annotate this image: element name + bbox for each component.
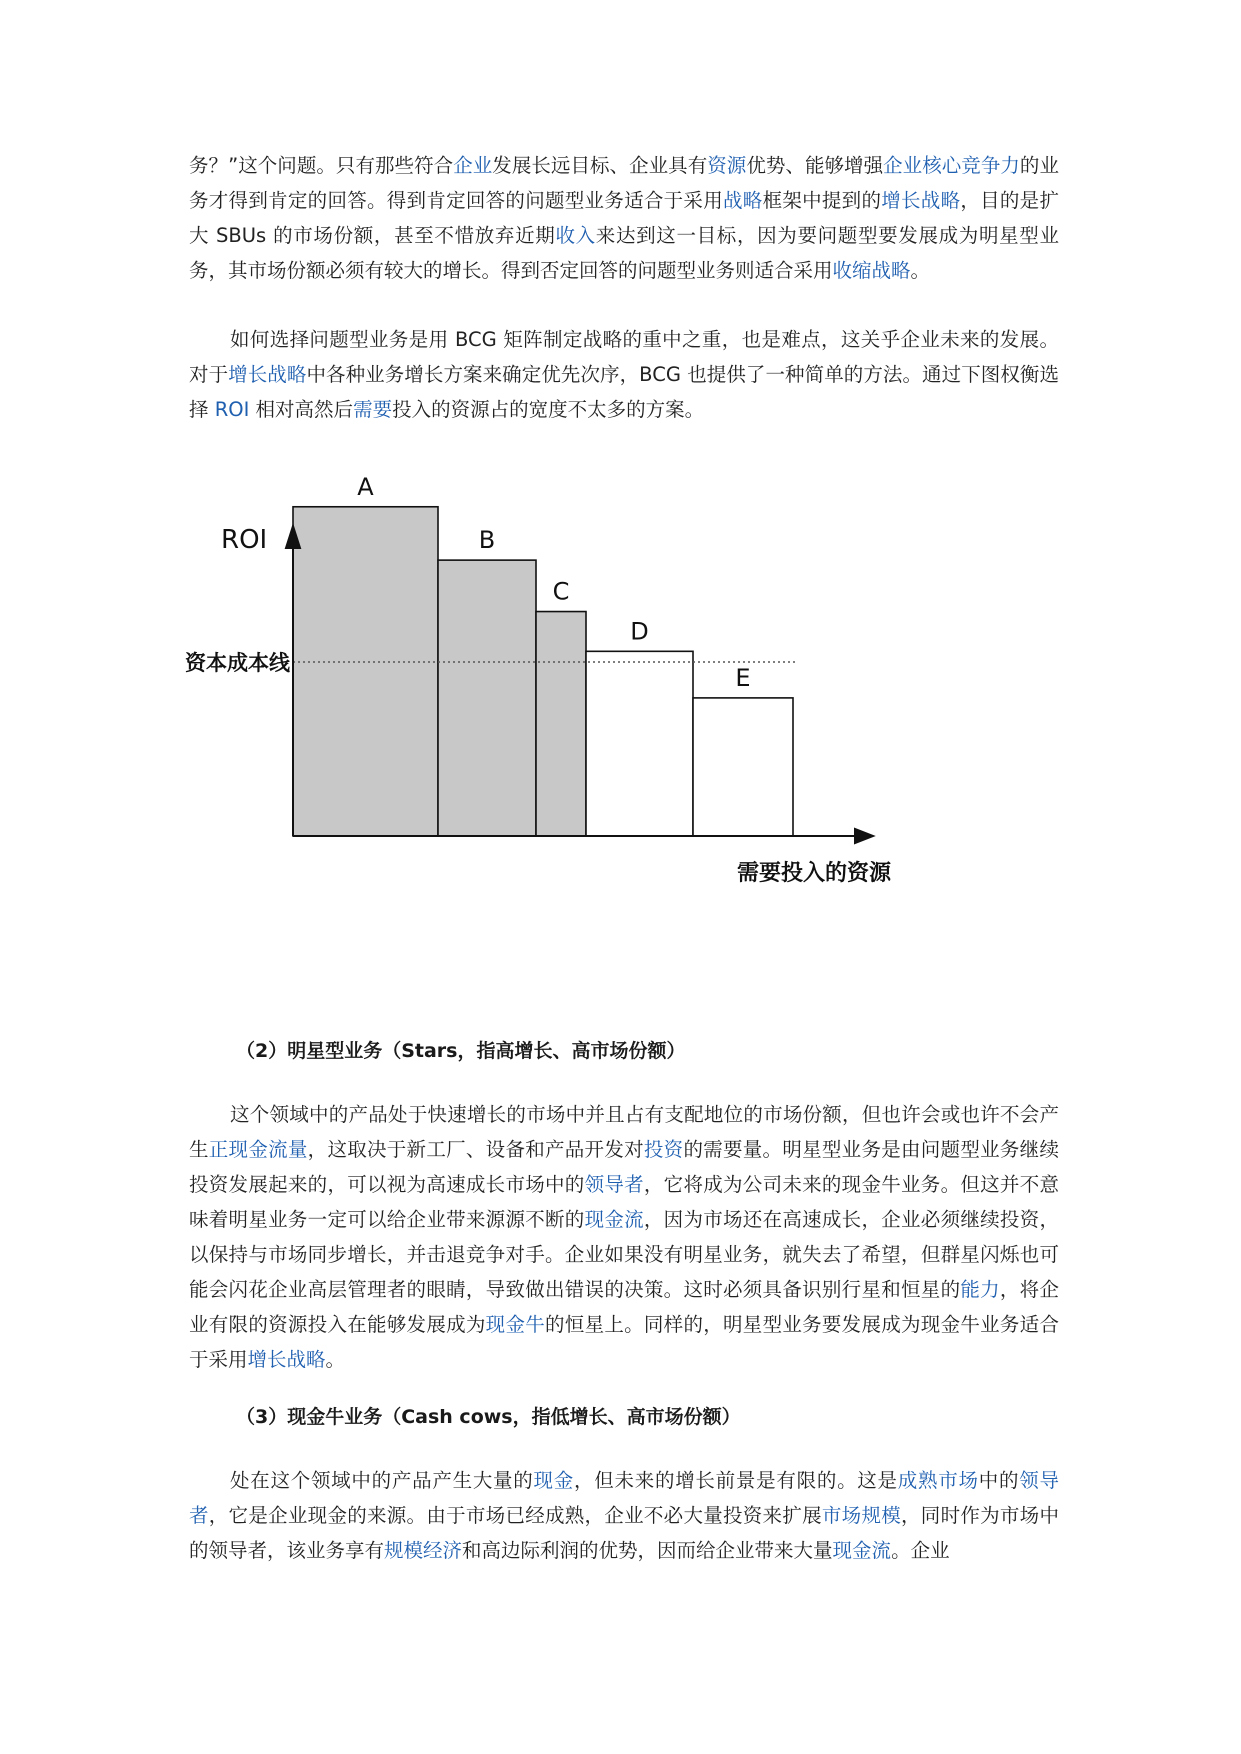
text-run: 来达到这一目标，因为要问题型要发展成为明星型业务，其市场份额必须有较大的增长。得到否定回答的问题型业务则适合采用 [189, 224, 1059, 282]
inline-link[interactable]: 投资 [643, 1138, 684, 1161]
inline-link[interactable]: 资源 [707, 154, 747, 177]
text-run: ，这取决于新工厂、设备和产品开发对 [307, 1138, 644, 1161]
text-run: ，将企业有限的资源投入在能够发展成为 [189, 1278, 1059, 1336]
bar-e [693, 698, 793, 836]
paragraph-stars [189, 1097, 1059, 1377]
y-axis-label: ROI [221, 525, 268, 555]
bar-label-b: B [478, 526, 496, 555]
text-run: 这个领域中的产品处于快速增长的市场中并且占有支配地位的市场份额，但也许会或也许不会产生 [189, 1103, 1059, 1161]
text-run: 的业务才得到肯定的回答。得到肯定回答的问题型业务适合于采用 [189, 154, 1059, 212]
inline-link[interactable]: 增长战略 [228, 363, 307, 386]
bar-label-d: D [630, 617, 649, 646]
inline-link[interactable]: 现金牛 [485, 1313, 546, 1336]
inline-link[interactable]: 增长战略 [247, 1348, 326, 1371]
paragraph-question-marks-conclusion [189, 148, 1059, 288]
bar-label-c: C [552, 577, 570, 606]
inline-link[interactable]: 企业核心竞争力 [883, 154, 1020, 177]
inline-link[interactable]: 战略 [723, 189, 763, 212]
x-axis-label: 需要投入的资源 [737, 861, 892, 886]
bar-c [536, 612, 586, 836]
inline-link[interactable]: 正现金流量 [208, 1138, 308, 1161]
bar-a [293, 507, 438, 836]
bar-label-a: A [357, 472, 374, 501]
text-run: 。 [325, 1348, 346, 1371]
text-run: ，它将成为公司未来的现金牛业务。但这并不意味着明星业务一定可以给企业带来源源不断的 [189, 1173, 1059, 1231]
text-run: 框架中提到的 [762, 189, 882, 212]
text-run: 发展长远目标、企业具有 [492, 154, 708, 177]
text-run: 中各种业务增长方案来确定优先次序，BCG 也提供了一种简单的方法。通过下图权衡选择 [189, 363, 1059, 421]
inline-link[interactable]: ROI [214, 398, 250, 421]
text-run: 的恒星上。同样的，明星型业务要发展成为现金牛业务适合于采用 [189, 1313, 1059, 1371]
x-axis-arrow [855, 829, 873, 843]
inline-link[interactable]: 能力 [960, 1278, 1000, 1301]
text-run: ，它是企业现金的来源。由于市场已经成熟，企业不必大量投资来扩展 [208, 1504, 822, 1527]
inline-link[interactable]: 现金流 [584, 1208, 644, 1231]
bar-d [586, 651, 693, 836]
text-run: ，因为市场还在高速成长，企业必须继续投资，以保持与市场同步增长，并击退竞争对手。企业如果没有明星业务，就失去了希望，但群星闪烁也可能会闪花企业高层管理者的眼睛，导致做出错误的决策。这时必须具备识别行星和恒星的 [189, 1208, 1059, 1301]
text-run: ，目的是扩大 SBUs 的市场份额，甚至不惜放弃近期 [189, 189, 1059, 247]
text-run: ，但未来的增长前景是有限的。这是 [574, 1469, 898, 1492]
text-run: 务？”这个问题。只有那些符合 [189, 154, 454, 177]
inline-link[interactable]: 现金流 [832, 1539, 892, 1562]
text-run: 投入的资源占的宽度不太多的方案。 [392, 398, 705, 421]
text-run: 相对高然后 [249, 398, 354, 421]
text-run: 处在这个领域中的产品产生大量的 [230, 1469, 534, 1492]
text-run: 的需要量。明星型业务是由问题型业务继续投资发展起来的，可以视为高速成长市场中的 [189, 1138, 1059, 1196]
section-heading-cash-cows: （3）现金牛业务（Cash cows，指低增长、高市场份额） [236, 1406, 741, 1428]
inline-link[interactable]: 现金 [533, 1469, 575, 1492]
text-run: 中的 [978, 1469, 1020, 1492]
section-heading-stars: （2）明星型业务（Stars，指高增长、高市场份额） [236, 1040, 686, 1062]
inline-link[interactable]: 规模经济 [384, 1539, 463, 1562]
bar-b [438, 560, 536, 836]
inline-link[interactable]: 成熟市场 [897, 1469, 979, 1492]
paragraph-growth-priority [189, 322, 1059, 427]
text-run: 。 [910, 259, 931, 282]
inline-link[interactable]: 需要 [353, 398, 393, 421]
paragraph-cash-cows [189, 1463, 1059, 1568]
inline-link[interactable]: 企业 [453, 154, 493, 177]
capital-cost-line-label: 资本成本线 [185, 651, 290, 675]
text-run: 如何选择问题型业务是用 BCG 矩阵制定战略的重中之重，也是难点，这关乎企业未来的发展。对于 [189, 328, 1059, 386]
roi-resource-chart [185, 472, 1025, 1000]
inline-link[interactable]: 增长战略 [881, 189, 961, 212]
bar-label-e: E [735, 663, 751, 692]
inline-link[interactable]: 领导者 [189, 1469, 1059, 1527]
inline-link[interactable]: 收缩战略 [832, 259, 911, 282]
inline-link[interactable]: 领导者 [584, 1173, 644, 1196]
text-run: ，同时作为市场中的领导者，该业务享有 [189, 1504, 1059, 1562]
text-run: 和高边际利润的优势，因而给企业带来大量 [462, 1539, 833, 1562]
inline-link[interactable]: 收入 [555, 224, 596, 247]
inline-link[interactable]: 市场规模 [821, 1504, 902, 1527]
text-run: 优势、能够增强 [746, 154, 884, 177]
text-run: 。企业 [891, 1539, 950, 1562]
